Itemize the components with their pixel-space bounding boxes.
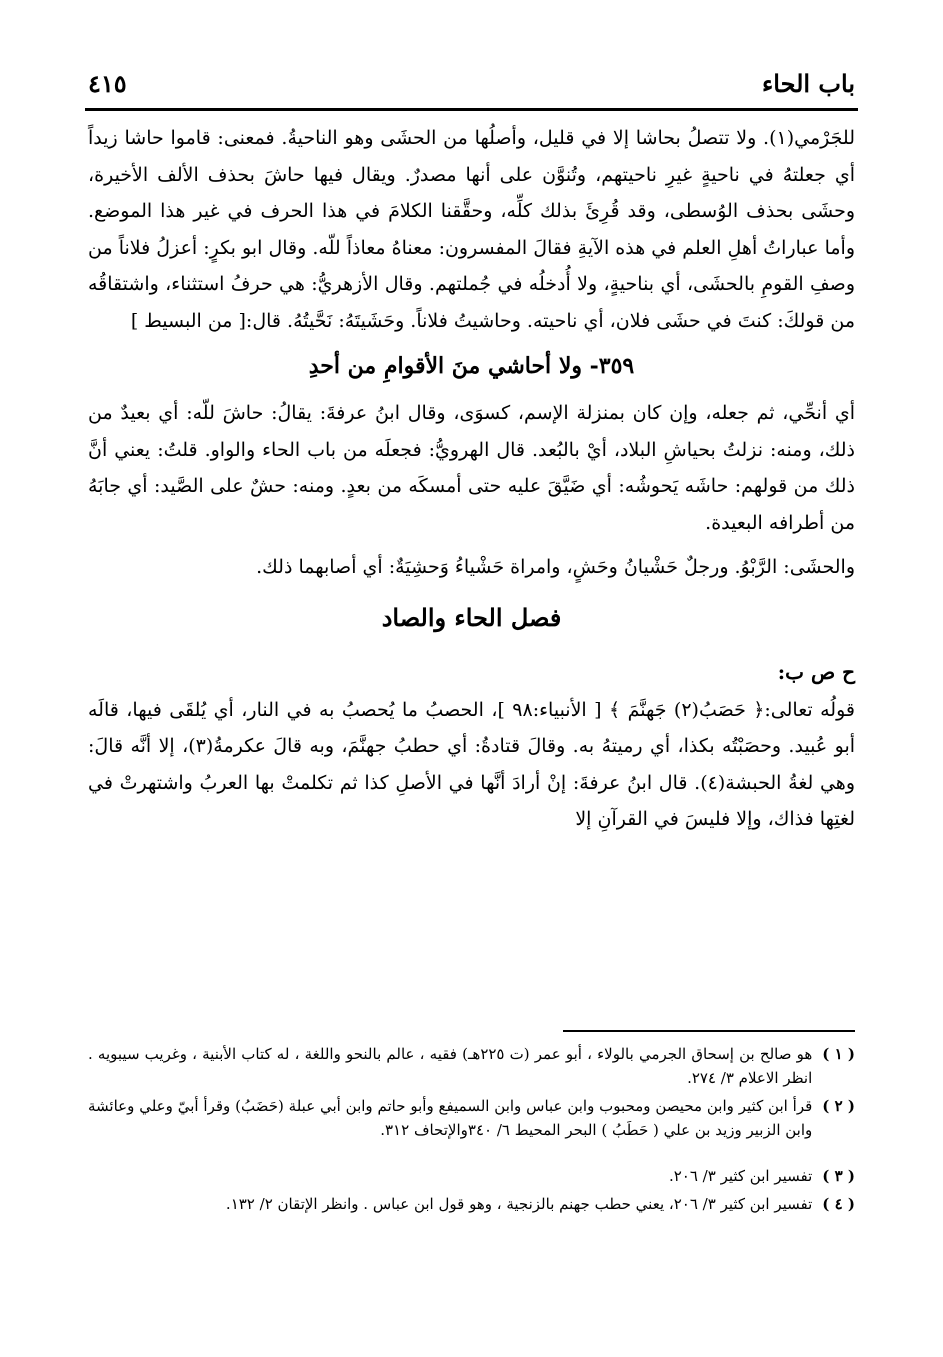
- paragraph-2: أي أنحِّي، ثم جعله، وإن كان بمنزلة الإسم، كسوَى، وقال ابنُ عرفةَ: يقالُ: حاشَ للّه: أي بعيدٌ من ذلك، ومنه: نزلتُ بحياشِ البلاد، أيْ بالبُعد. قال الهرويُّ: فجعلَه من باب الحاء والواو. قلتُ: يعني أنَّ ذلك من قولهم: حاشَه يَحوشُه: أي ضَيَّقَ عليه حتى أمسكَه من بعدٍ. ومنه: حشٌ على الصَّيد: أي جابَهُ من أطرافه البعيدة.: [88, 402, 855, 534]
- footnote-text: تفسير ابن كثير ٣/ ٢٠٦.: [668, 1167, 813, 1185]
- footnote-1: [88, 1042, 855, 1090]
- header-rule: [85, 108, 858, 111]
- section-heading: فصل الحاء والصاد: [381, 602, 562, 632]
- root-label: ح ص ب:: [777, 659, 855, 684]
- footnote-number: ( ٤ ): [822, 1195, 855, 1213]
- footnote-text: هو صالح بن إسحاق الجرمي بالولاء ، أبو عمر (ت ٢٢٥هـ) فقيه ، عالم بالنحو واللغة ، له كتاب الأبنية ، وغريب سيبويه . انظر الاعلام ٣/ ٢٧٤.: [88, 1045, 813, 1087]
- paragraph-3: والحشَى: الرَّبْوُ. ورجلٌ حَشْيانُ وحَشٍ، وامراة حَشْياءُ وَحشِيَةٌ: أي أصابهما ذلك.: [256, 556, 855, 578]
- footnote-number: ( ٢ ): [822, 1097, 855, 1115]
- footnote-4: [88, 1192, 855, 1216]
- page-header: [88, 58, 855, 98]
- main-text: [88, 120, 855, 838]
- paragraph-1: للجَرْمي(١). ولا تتصلُ بحاشا إلا في قليل، وأصلُها من الحشَى وهو الناحيةُ. فمعنى: قاموا حاشا زيداً أي جعلتهُ في ناحيةٍ غيرِ ناحيتهم، وتُنوَّن على أنها مصدرٌ. ويقال فيها حاشَ بحذف الألف الأخيرة، وحشَى بحذف الوُسطى، وقد قُرِئَ بذلك كلِّه، وحقَّقنا الكلامَ في هذا الحرف في غير هذا الموضع. وأما عباراتُ أهلِ العلم في هذه الآيةِ فقالَ المفسرون: معناهُ معاذاً للّه. وقال ابو بكرٍ: أعزلُ فلاناً من وصفِ القومِ بالحشَى، أي بناحيةٍ، ولا أُدخلُه في جُملتهم. وقال الأزهريُّ: هي حرفُ استثناء، واشتقاقُه من قولكَ: كنتَ في حشَى فلان، أي ناحيته. وحاشيتُ فلاناً. وحَشَيتَهُ: نَحَّيتُهُ. قال:[ من البسيط ]: [88, 127, 855, 332]
- footnote-3: [88, 1164, 855, 1188]
- footnotes: [88, 1042, 855, 1220]
- verse-heading: ٣٥٩- ولا أحاشي منَ الأقوامِ من أحدِ: [308, 353, 635, 379]
- page-number: ٤١٥: [88, 69, 127, 98]
- footnote-number: ( ٣ ): [822, 1167, 855, 1185]
- footnote-2: [88, 1094, 855, 1142]
- footnote-number: ( ١ ): [822, 1045, 855, 1063]
- chapter-title: باب الحاء: [761, 69, 855, 98]
- paragraph-4: قولُه تعالى:﴿ حَصَبُ(٢) جَهنَّمَ ﴾ [ الأنبياء:٩٨ ]، الحصبُ ما يُحصبُ به في النار، أي يُلقَى فيها، قالَه أبو عُبيد. وحصَبْتُه بكذا، أي رميتهُ به. وقالَ قتادةُ: أي حطبُ جهنَّمَ، وبه قالَ عكرمةُ(٣)، إلا أنَّه قالَ: وهي لغةُ الحبشة(٤). قال ابنُ عرفةَ: إنْ أرادَ أنَّها في الأصلِ كذا ثم تكلمتْ بها العربُ واشتهرتْ في لغتِها فذاك، وإلا فليسَ في القرآنِ إلا: [88, 698, 856, 830]
- footnote-text: تفسير ابن كثير ٣/ ٢٠٦، يعني حطب جهنم بالزنجية ، وهو قول ابن عباس . وانظر الإتقان ٢/ ١٣٢.: [225, 1195, 813, 1213]
- footnote-rule: [563, 1030, 855, 1032]
- footnote-text: قرأ ابن كثير وابن محيصن ومحبوب وابن عباس وابن السميفع وأبو حاتم وابن أبي عبلة (حَضَبُ) وقرأ أبيّ وعلي وعائشة وابن الزبير وزيد بن علي ( حَطَبُ ) البحر المحيط ٦/ ٣٤٠والإتحاف ٣١٢.: [88, 1097, 813, 1139]
